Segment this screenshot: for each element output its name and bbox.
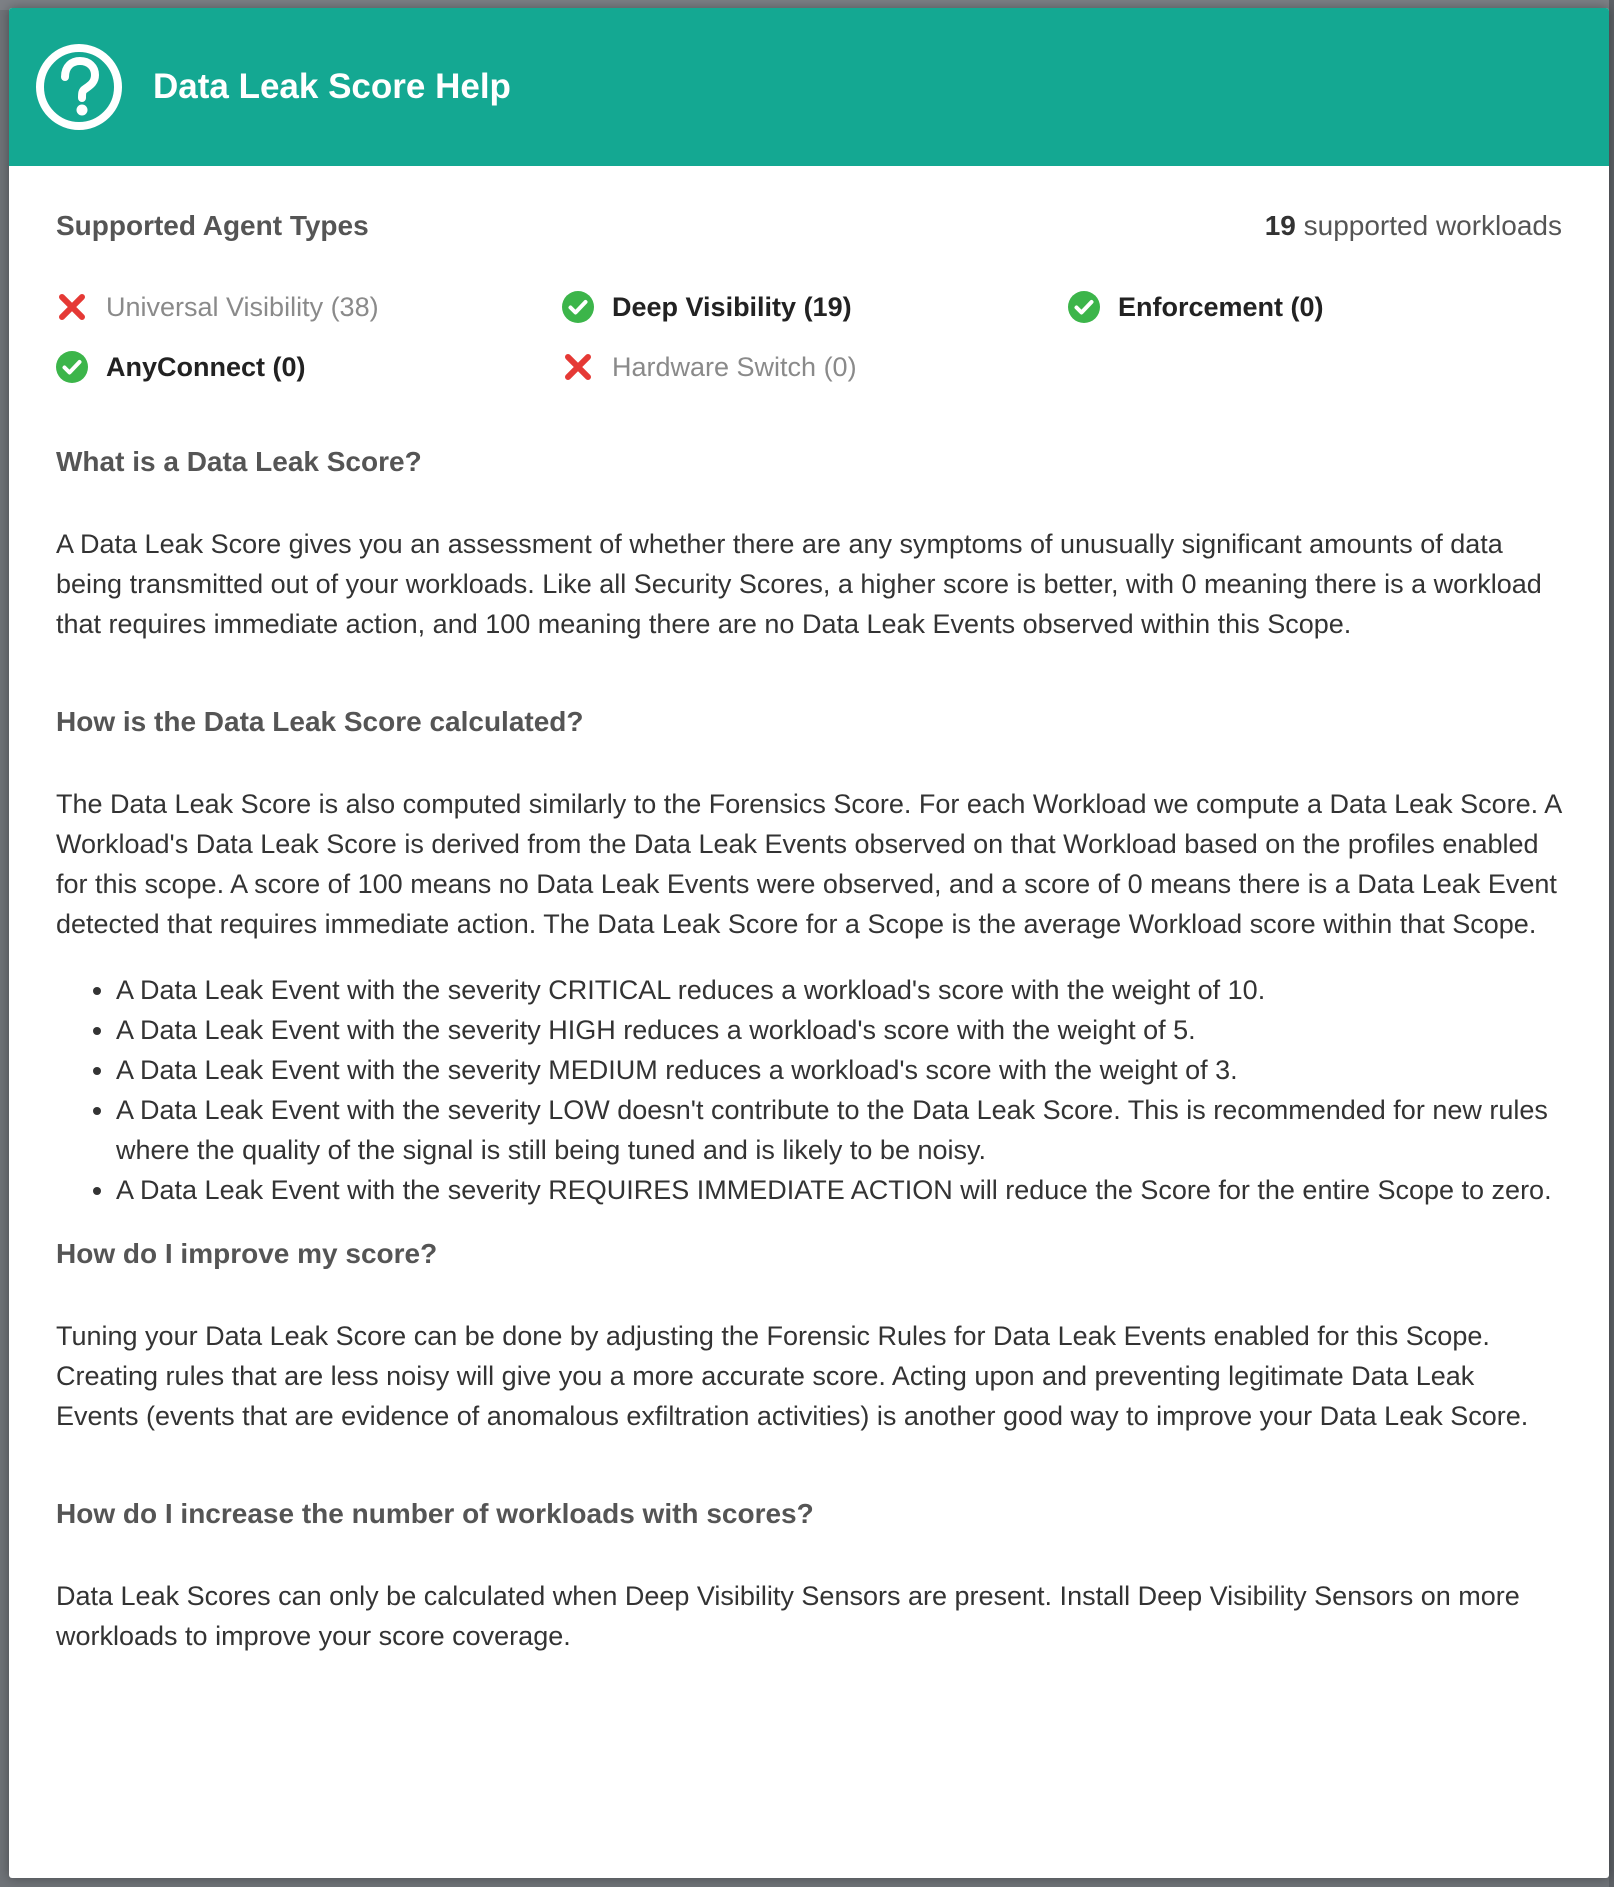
workload-count-value: 19 bbox=[1264, 210, 1296, 241]
dialog-body bbox=[9, 166, 1609, 1656]
section-heading-improve: How do I improve my score? bbox=[56, 1238, 438, 1269]
help-dialog bbox=[9, 8, 1609, 1878]
agent-types-heading: Supported Agent Types bbox=[56, 210, 369, 241]
x-icon bbox=[56, 291, 88, 323]
section-heading-how: How is the Data Leak Score calculated? bbox=[56, 706, 584, 737]
severity-rules-list bbox=[56, 970, 1562, 1210]
check-circle-icon bbox=[562, 291, 594, 323]
agent-label: Universal Visibility (38) bbox=[106, 291, 379, 322]
page-backdrop-edge bbox=[1609, 0, 1614, 1887]
agent-deep-visibility bbox=[562, 288, 1068, 326]
agent-anyconnect bbox=[56, 348, 562, 386]
agent-hardware-switch bbox=[562, 348, 1068, 386]
check-circle-icon bbox=[1068, 291, 1100, 323]
list-item: • A Data Leak Event with the severity MEDIUM reduces a workload's score with the weight of 3. bbox=[116, 1050, 1562, 1090]
agent-label: Hardware Switch (0) bbox=[612, 351, 857, 382]
workload-count-suffix: supported workloads bbox=[1295, 210, 1562, 241]
agent-enforcement bbox=[1068, 288, 1518, 326]
agent-label: Deep Visibility (19) bbox=[612, 291, 852, 322]
help-circle-icon bbox=[35, 43, 123, 131]
x-icon bbox=[562, 351, 594, 383]
section-text-increase: Data Leak Scores can only be calculated when Deep Visibility Sensors are present. Install Deep Visibility Sensors on more workloads to improve your score coverage. bbox=[56, 1581, 1520, 1651]
agent-type-list bbox=[56, 288, 1562, 386]
agent-universal-visibility bbox=[56, 288, 562, 326]
supported-workloads-count bbox=[1265, 210, 1562, 242]
list-item: • A Data Leak Event with the severity LOW doesn't contribute to the Data Leak Score. This is recommended for new rules where the quality of the signal is still being tuned and is likely to be noisy. bbox=[116, 1090, 1562, 1170]
dialog-header bbox=[9, 8, 1609, 166]
section-text-what: A Data Leak Score gives you an assessment of whether there are any symptoms of unusually significant amounts of data being transmitted out of your workloads. Like all Security Scores, a higher score is better, with 0 meaning there is a workload that requires immediate action, and 100 meaning there are no Data Leak Events observed within this Scope. bbox=[56, 529, 1542, 639]
agent-label: AnyConnect (0) bbox=[106, 351, 306, 382]
section-heading-what: What is a Data Leak Score? bbox=[56, 446, 422, 477]
check-circle-icon bbox=[56, 351, 88, 383]
list-item: • A Data Leak Event with the severity REQUIRES IMMEDIATE ACTION will reduce the Score for the entire Scope to zero. bbox=[116, 1170, 1562, 1210]
section-text-how: The Data Leak Score is also computed similarly to the Forensics Score. For each Workload we compute a Data Leak Score. A Workload's Data Leak Score is derived from the Data Leak Events observed on that Workload based on the profiles enabled for this scope. A score of 100 means no Data Leak Events were observed, and a score of 0 means there is a Data Leak Event detected that requires immediate action. The Data Leak Score for a Scope is the average Workload score within that Scope. bbox=[56, 789, 1561, 939]
list-item: • A Data Leak Event with the severity HIGH reduces a workload's score with the weight of 5. bbox=[116, 1010, 1562, 1050]
agent-types-header bbox=[56, 210, 1562, 250]
agent-label: Enforcement (0) bbox=[1118, 291, 1324, 322]
list-item: • A Data Leak Event with the severity CRITICAL reduces a workload's score with the weight of 10. bbox=[116, 970, 1562, 1010]
dialog-title: Data Leak Score Help bbox=[153, 67, 511, 106]
section-text-improve: Tuning your Data Leak Score can be done by adjusting the Forensic Rules for Data Leak Events enabled for this Scope. Creating rules that are less noisy will give you a more accurate score. Acting upon and preventing legitimate Data Leak Events (events that are evidence of anomalous exfiltration activities) is another good way to improve your Data Leak Score. bbox=[56, 1321, 1529, 1431]
section-heading-increase: How do I increase the number of workloads with scores? bbox=[56, 1498, 814, 1529]
